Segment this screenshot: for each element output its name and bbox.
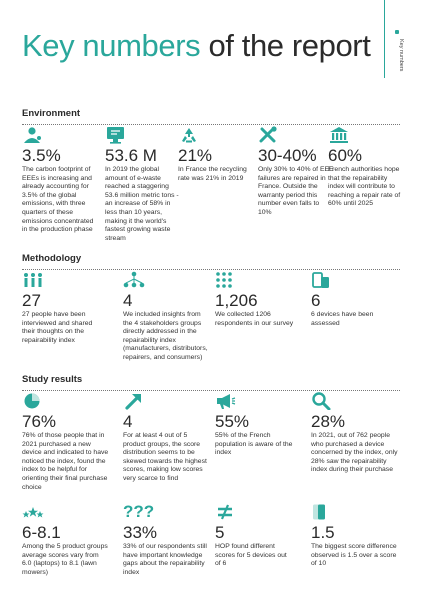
section-heading: Methodology bbox=[22, 253, 82, 264]
stat-value: 28% bbox=[311, 412, 346, 431]
stat-value: 6 bbox=[311, 291, 321, 310]
section-study-results bbox=[22, 374, 400, 594]
stat-description: We collected 1206 respondents in our survey bbox=[215, 311, 294, 327]
stat-description: 33% of our respondents still have important knowledge gaps about the repairability index bbox=[123, 543, 207, 576]
stat-item bbox=[105, 126, 181, 243]
stat-description: 6 devices have been assessed bbox=[311, 311, 374, 327]
side-tab bbox=[392, 30, 404, 90]
stat-value: 60% bbox=[328, 146, 363, 165]
stat-description: We included insights from the 4 stakeholders groups directly addressed in the repairability index (manufacturers, distributors, repairers, and consumers) bbox=[123, 311, 208, 361]
stat-item bbox=[123, 271, 211, 363]
stat-item bbox=[258, 126, 334, 218]
section-methodology bbox=[22, 253, 400, 363]
monitor-icon bbox=[105, 126, 127, 144]
stat-item bbox=[22, 392, 110, 492]
person-icon bbox=[22, 126, 44, 144]
tools-icon bbox=[258, 126, 280, 144]
stat-item bbox=[178, 126, 254, 183]
stat-description: For at least 4 out of 5 product groups, the score distribution seems to be skewed towards the highest scores, making low scores very scarce to find bbox=[123, 432, 207, 482]
stat-item bbox=[215, 503, 291, 569]
stat-value: 1,206 bbox=[215, 291, 258, 310]
section-heading: Study results bbox=[22, 374, 83, 385]
institution-icon bbox=[328, 126, 350, 144]
stat-item bbox=[215, 271, 300, 328]
stat-value: 27 bbox=[22, 291, 41, 310]
side-tab-label: Key numbers bbox=[398, 39, 404, 72]
page-title bbox=[22, 30, 370, 61]
stat-value: 6-8.1 bbox=[22, 523, 61, 542]
stat-description: French authorities hope that the repairability index will contribute to reaching a repair rate of 60% until 2025 bbox=[328, 166, 401, 208]
stat-value: 4 bbox=[123, 291, 133, 310]
stat-value: 5 bbox=[215, 523, 225, 542]
stat-item bbox=[311, 271, 387, 328]
stat-value: 55% bbox=[215, 412, 250, 431]
magnifier-icon bbox=[311, 392, 333, 410]
stat-description: In France the recycling rate was 21% in 2019 bbox=[178, 166, 247, 182]
stat-value: 1.5 bbox=[311, 523, 335, 542]
stat-description: The biggest score difference observed is 1.5 over a score of 10 bbox=[311, 543, 397, 568]
stat-description: HOP found different scores for 5 devices out of 6 bbox=[215, 543, 287, 568]
stat-item bbox=[215, 392, 301, 458]
stat-description: In 2021, out of 762 people who purchased a device concerned by the index, only 28% saw the repairability index during their purchase bbox=[311, 432, 398, 474]
not-equal-icon bbox=[215, 503, 237, 521]
recycle-icon bbox=[178, 126, 200, 144]
question-marks-icon: ??? bbox=[123, 502, 155, 521]
stat-item bbox=[22, 503, 110, 577]
group-icon bbox=[22, 271, 44, 289]
side-tab-marker bbox=[395, 30, 399, 34]
stat-description: 55% of the French population is aware of the index bbox=[215, 432, 293, 457]
arrow-up-right-icon bbox=[123, 392, 145, 410]
stat-value: 30-40% bbox=[258, 146, 317, 165]
section-divider bbox=[22, 390, 400, 391]
stat-value: 33% bbox=[123, 523, 158, 542]
ratio-icon bbox=[311, 503, 333, 521]
stat-description: 76% of those people that in 2021 purchased a new device and indicated to have noticed the index, found the index to be helpful for orienting their final purchase choice bbox=[22, 432, 109, 491]
stat-item bbox=[123, 503, 209, 577]
devices-icon bbox=[311, 271, 333, 289]
stars-icon bbox=[22, 503, 44, 521]
stat-item bbox=[22, 271, 98, 345]
stat-value: 4 bbox=[123, 412, 133, 431]
network-icon bbox=[123, 271, 145, 289]
section-divider bbox=[22, 124, 400, 125]
megaphone-icon bbox=[215, 392, 237, 410]
section-divider bbox=[22, 269, 400, 270]
stat-description: Only 30% to 40% of EEE failures are repaired in France. Outside the warranty period this number even falls to 10% bbox=[258, 166, 334, 216]
stat-item bbox=[22, 126, 98, 235]
stat-description: The carbon footprint of EEEs is increasing and already accounting for 3.5% of the global emissions, with three quarters of these emissions concentrated in the production phase bbox=[22, 166, 94, 234]
stat-description: In 2019 the global amount of e-waste reached a staggering 53.6 million metric tons - an increase of 58% in less than 10 years, making it the world's fastest growing waste stream bbox=[105, 166, 179, 242]
stat-item bbox=[328, 126, 404, 209]
stat-value: 53.6 M bbox=[105, 146, 157, 165]
stat-item bbox=[311, 392, 401, 475]
stat-value: 76% bbox=[22, 412, 57, 431]
stat-description: Among the 5 product groups average scores vary from 6.0 (laptops) to 8.1 (lawn mowers) bbox=[22, 543, 108, 576]
crowd-icon bbox=[215, 271, 237, 289]
side-divider bbox=[384, 0, 385, 78]
title-highlight: Key numbers bbox=[22, 28, 201, 63]
stat-value: 21% bbox=[178, 146, 213, 165]
stat-description: 27 people have been interviewed and shared their thoughts on the repairability index bbox=[22, 311, 93, 344]
section-heading: Environment bbox=[22, 108, 81, 119]
stat-value: 3.5% bbox=[22, 146, 61, 165]
section-environment bbox=[22, 108, 401, 242]
title-rest: of the report bbox=[208, 28, 371, 63]
pie-chart-icon bbox=[22, 392, 44, 410]
stat-item bbox=[311, 503, 397, 569]
stat-item bbox=[123, 392, 209, 484]
